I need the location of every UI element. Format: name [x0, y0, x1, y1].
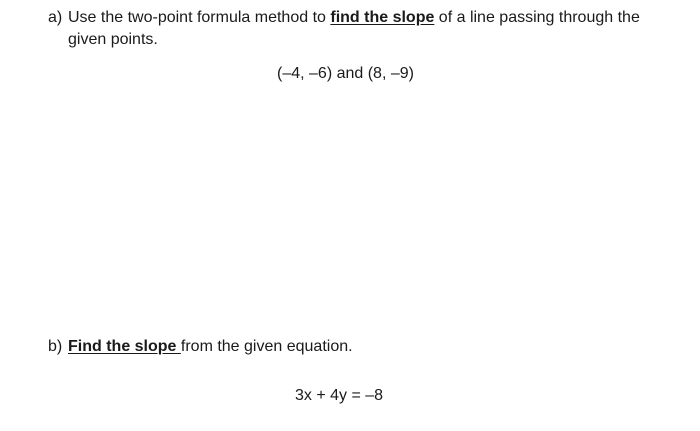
problem-b-text-after: from the given equation.: [180, 338, 353, 355]
problem-a-text-before: Use the two-point formula method to: [68, 9, 331, 26]
problem-a-emphasis: find the slope: [330, 9, 435, 26]
problem-a-label: a): [48, 9, 63, 26]
problem-b: [48, 336, 678, 358]
problem-b-label: b): [48, 338, 63, 355]
problem-a: [48, 7, 678, 51]
given-equation: 3x + 4y = –8: [295, 387, 384, 404]
problem-b-instruction: [48, 336, 678, 358]
problem-a-instruction: [48, 7, 678, 51]
problem-a-text-after: of a line passing through the given points.: [68, 9, 640, 48]
given-points: (–4, –6) and (8, –9): [277, 65, 414, 82]
problem-b-emphasis: Find the slope: [68, 338, 181, 355]
